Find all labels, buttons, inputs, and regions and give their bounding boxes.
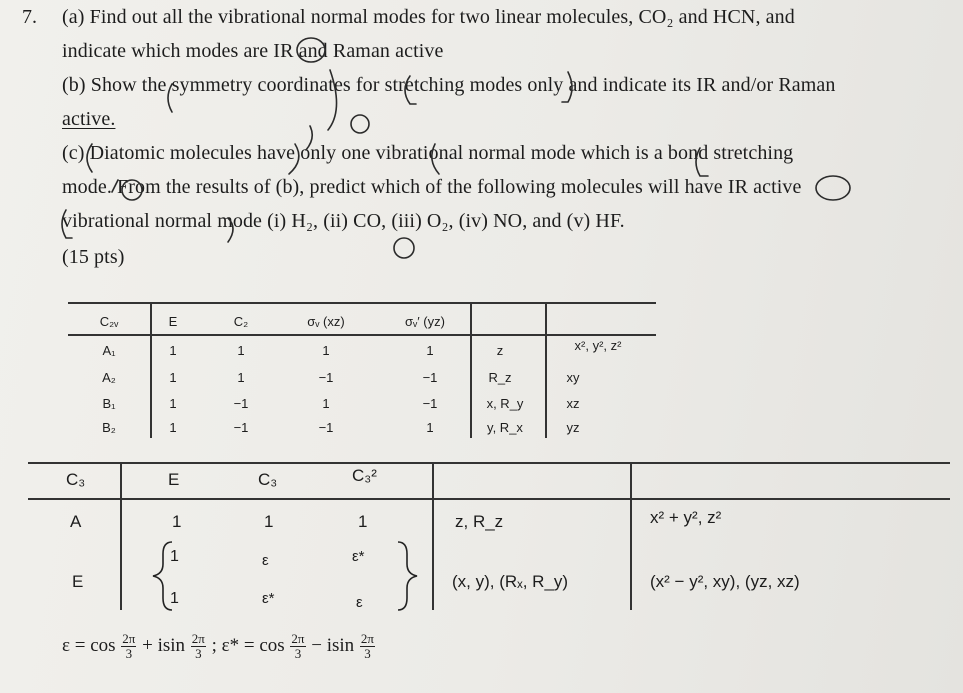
c2v-header-rule	[68, 334, 656, 336]
c2v-row-label: B₁	[102, 396, 116, 411]
c2v-row-label: A₁	[102, 343, 116, 358]
formula-plus-isin: + isin	[142, 634, 186, 656]
c2v-cell: 1	[322, 343, 330, 358]
c3-header-c3-squared: C₃²	[352, 466, 377, 485]
c2v-cell: −1	[422, 396, 438, 411]
c2v-linear: z	[496, 343, 504, 358]
c2v-cell: 1	[169, 343, 177, 358]
c3-row-e-linear: (x, y), (Rₓ, R_y)	[452, 572, 569, 591]
c2v-cell: 1	[237, 343, 245, 358]
c3-vline-2	[432, 462, 434, 610]
c2v-quad: xy	[566, 370, 580, 385]
c3-vline-3	[630, 462, 632, 610]
c3-row-e-top-cell: ε*	[352, 548, 365, 565]
formula-minus-isin: − isin	[311, 634, 355, 656]
c3-row-a-cell: 1	[358, 512, 368, 531]
c2v-header-c2: C₂	[233, 314, 249, 329]
c2v-row-label: A₂	[102, 370, 116, 385]
c3-header-c3: C₃	[258, 470, 278, 489]
ir-active-circle	[816, 176, 850, 200]
c2v-linear: R_z	[488, 370, 512, 385]
c2v-quad: x², y², z²	[574, 338, 622, 353]
c3-header-e: E	[168, 470, 180, 489]
c3-row-e-top-cell: 1	[170, 548, 179, 565]
question-line-4: active.	[62, 108, 116, 130]
c2v-cell: 1	[322, 396, 330, 411]
fraction: $\frac{2\pi}{3}$	[191, 631, 205, 661]
c3-row-e-label: E	[72, 572, 84, 591]
c3-row-a-linear: z, R_z	[455, 512, 504, 531]
fraction: $\frac{2\pi}{3}$	[360, 631, 374, 661]
c2v-cell: 1	[169, 420, 177, 435]
c3-row-e-bottom-cell: ε*	[262, 590, 275, 607]
question-points: (15 pts)	[62, 246, 125, 268]
c3-row-a-cell: 1	[172, 512, 182, 531]
co-circle	[394, 238, 414, 258]
fraction: $\frac{2\pi}{3}$	[122, 631, 136, 661]
c2v-header-group: C₂ᵥ	[99, 314, 119, 329]
c2v-cell: 1	[169, 396, 177, 411]
c3-row-a-cell: 1	[264, 512, 274, 531]
c2v-cell: −1	[233, 420, 249, 435]
c2v-header-e: E	[168, 314, 178, 329]
c2v-linear: y, R_x	[487, 420, 523, 435]
c3-vline-1	[120, 462, 122, 610]
c2v-top-rule	[68, 302, 656, 304]
c3-row-e-top-cell: ε	[262, 552, 269, 569]
question-line-1: (a) Find out all the vibrational normal modes for two linear molecules, CO₂ and HCN, and	[62, 6, 795, 28]
c3-row-e-bottom-cell: 1	[170, 590, 179, 607]
c3-header-group: C₃	[66, 470, 86, 489]
question-line-7: vibrational normal mode (i) H₂, (ii) CO, (iii) O₂, (iv) NO, and (v) HF.	[62, 210, 625, 232]
c2v-cell: 1	[426, 420, 434, 435]
c3-header-rule	[28, 498, 950, 500]
c3-row-e-bottom-cell: ε	[356, 594, 363, 611]
question-line-3: (b) Show the symmetry coordinates for stretching modes only and indicate its IR and/or Raman	[62, 74, 836, 96]
question-line-6: mode. From the results of (b), predict which of the following molecules will have IR active	[62, 176, 802, 198]
epsilon-formula	[62, 632, 376, 661]
c2v-linear: x, R_y	[486, 396, 524, 411]
c2v-header-sigma-yz: σᵥ′ (yz)	[405, 314, 445, 329]
c2v-vline-3	[545, 302, 547, 438]
c2v-cell: 1	[426, 343, 434, 358]
fraction: $\frac{2\pi}{3}$	[291, 631, 305, 661]
c3-row-a-label: A	[70, 512, 82, 531]
c2v-cell: 1	[169, 370, 177, 385]
c2v-cell: −1	[318, 370, 334, 385]
c2v-cell: −1	[318, 420, 334, 435]
c2v-cell: −1	[422, 370, 438, 385]
right-brace-icon	[392, 540, 422, 612]
c3-row-e-quad: (x² − y², xy), (yz, xz)	[650, 572, 800, 591]
formula-eps-star: ε* = cos	[221, 634, 285, 656]
c2v-quad: xz	[566, 396, 580, 411]
formula-separator: ;	[211, 634, 217, 656]
note-circle	[351, 115, 369, 133]
question-number: 7.	[22, 6, 37, 28]
c2v-cell: 1	[237, 370, 245, 385]
c3-row-a-quad: x² + y², z²	[650, 508, 722, 527]
c2v-quad: yz	[566, 420, 580, 435]
c2v-cell: −1	[233, 396, 249, 411]
formula-eps: ε = cos	[62, 634, 116, 656]
c2v-header-sigma-xz: σᵥ (xz)	[307, 314, 345, 329]
question-line-5: (c) Diatomic molecules have only one vibrational normal mode which is a bond stretching	[62, 142, 794, 164]
question-line-2: indicate which modes are IR and Raman active	[62, 40, 444, 62]
c3-top-rule	[28, 462, 950, 464]
c2v-row-label: B₂	[102, 420, 116, 435]
